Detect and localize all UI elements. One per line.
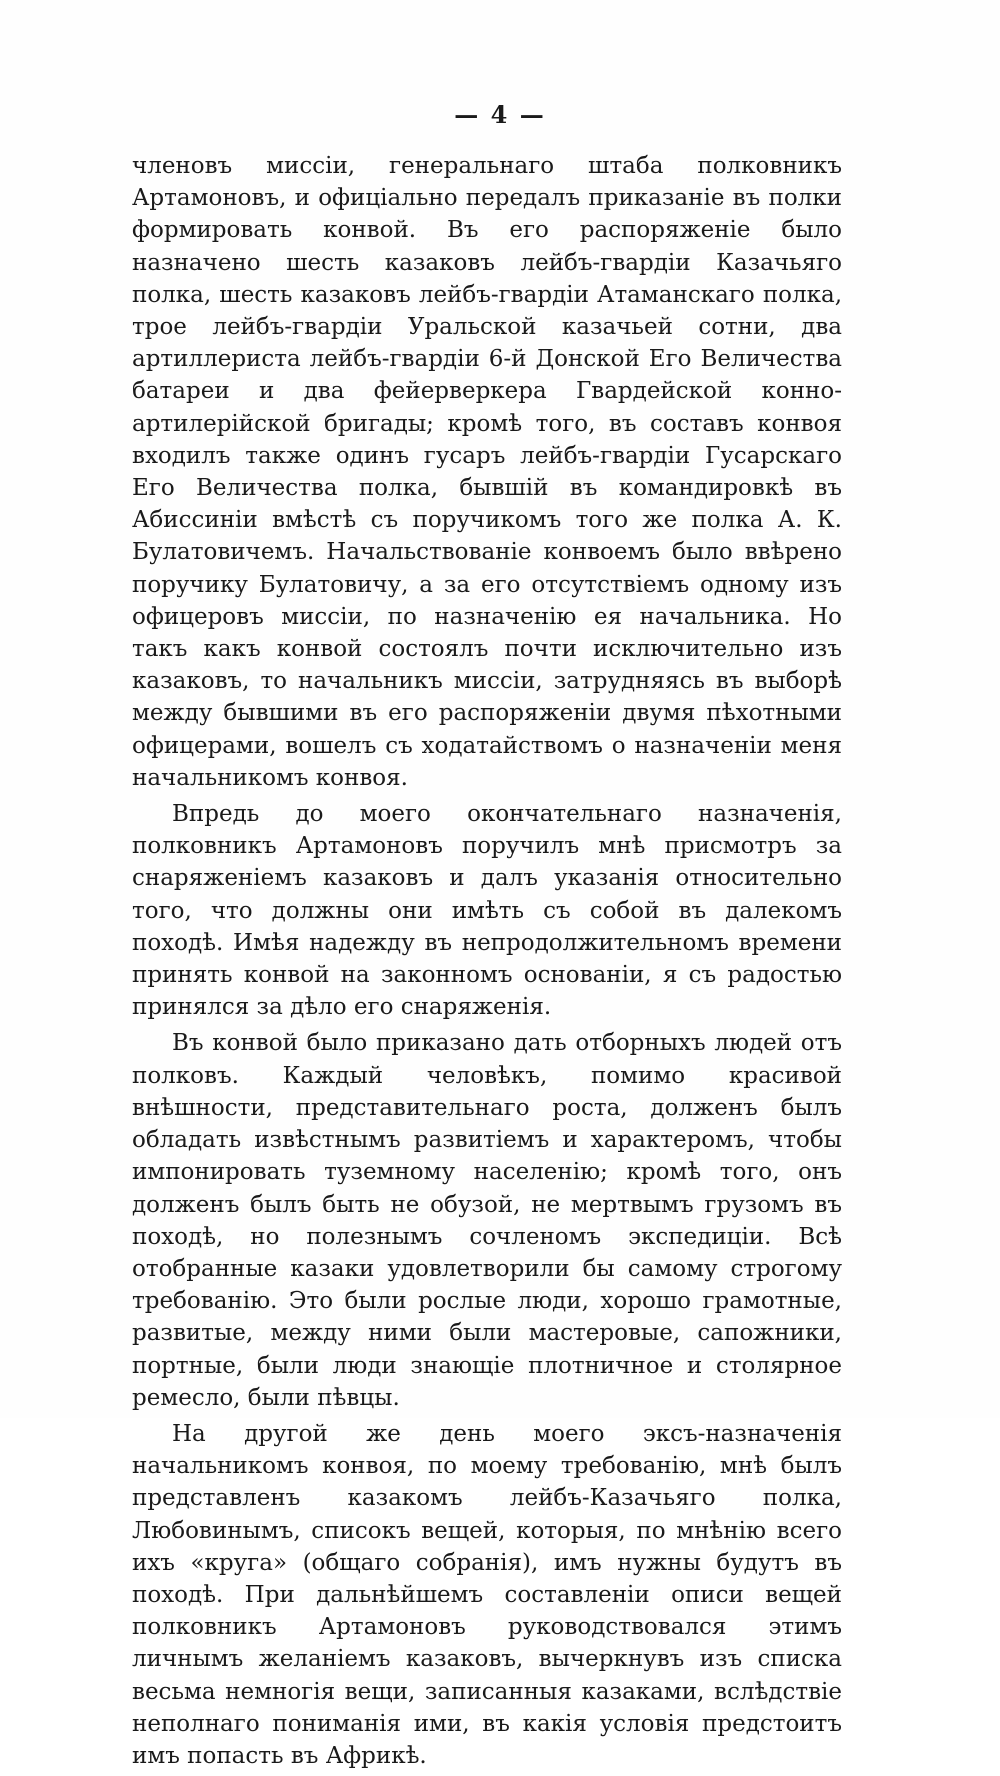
paragraph-4: На другой же день моего эксъ-назначенія начальникомъ конвоя, по моему требованію, мнѣ былъ представленъ казакомъ лейбъ-Казачьяго полка, Любовинымъ, списокъ вещей, которыя, по мнѣнію всего ихъ «круга» (общаго собранія), имъ нужны будутъ въ походѣ. При дальнѣйшемъ составленіи описи вещей полковникъ Артамоновъ руководствовался этимъ личнымъ желаніемъ казаковъ, вычеркнувъ изъ списка весьма немногія вещи, записанныя казаками, вслѣдствіе неполнаго пониманія ими, въ какія условія предстоитъ имъ попасть въ Африкѣ. bbox=[132, 1420, 842, 1769]
page-number: — 4 — bbox=[454, 100, 546, 129]
paragraph-2: Впредь до моего окончательнаго назначенія, полковникъ Артамоновъ поручилъ мнѣ присмотръ за снаряженіемъ казаковъ и далъ указанія относительно того, что должны они имѣть съ собой въ далекомъ походѣ. Имѣя надежду въ непродолжительномъ времени принять конвой на законномъ основаніи, я съ радостью принялся за дѣло его снаряженія. bbox=[132, 801, 842, 1021]
paragraph-3: Въ конвой было приказано дать отборныхъ людей отъ полковъ. Каждый человѣкъ, помимо красивой внѣшности, представительнаго роста, долженъ былъ обладать извѣстнымъ развитіемъ и характеромъ, чтобы импонировать туземному населенію; кромѣ того, онъ долженъ былъ быть не обузой, не мертвымъ грузомъ въ походѣ, но полезнымъ сочленомъ экспедиціи. Всѣ отобранные казаки удовлетворили бы самому строгому требованію. Это были рослые люди, хорошо грамотные, развитые, между ними были мастеровые, сапожники, портные, были люди знающіе плотничное и столярное ремесло, были пѣвцы. bbox=[132, 1030, 842, 1411]
paragraph-1: членовъ миссіи, генеральнаго штаба полковникъ Артамоновъ, и офиціально передалъ приказаніе въ полки формировать конвой. Въ его распоряженіе было назначено шесть казаковъ лейбъ-гвардіи Казачьяго полка, шесть казаковъ лейбъ-гвардіи Атаманскаго полка, трое лейбъ-гвардіи Уральской казачьей сотни, два артиллериста лейбъ-гвардіи 6-й Донской Его Величества батареи и два фейерверкера Гвардейской конно-артилерійской бригады; кромѣ того, въ составъ конвоя входилъ также одинъ гусаръ лейбъ-гвардіи Гусарскаго Его Величества полка, бывшій въ командировкѣ въ Абиссиніи вмѣстѣ съ поручикомъ того же полка А. К. Булатовичемъ. Начальствованіе конвоемъ было ввѣрено поручику Булатовичу, а за его отсутствіемъ одному изъ офицеровъ миссіи, по назначенію ея начальника. Но такъ какъ конвой состоялъ почти исключительно изъ казаковъ, то начальникъ миссіи, затрудняясь въ выборѣ между бывшими въ его распоряженіи двумя пѣхотными офицерами, вошелъ съ ходатайствомъ о назначеніи меня начальникомъ конвоя. bbox=[132, 153, 842, 791]
body-text bbox=[132, 150, 842, 1776]
